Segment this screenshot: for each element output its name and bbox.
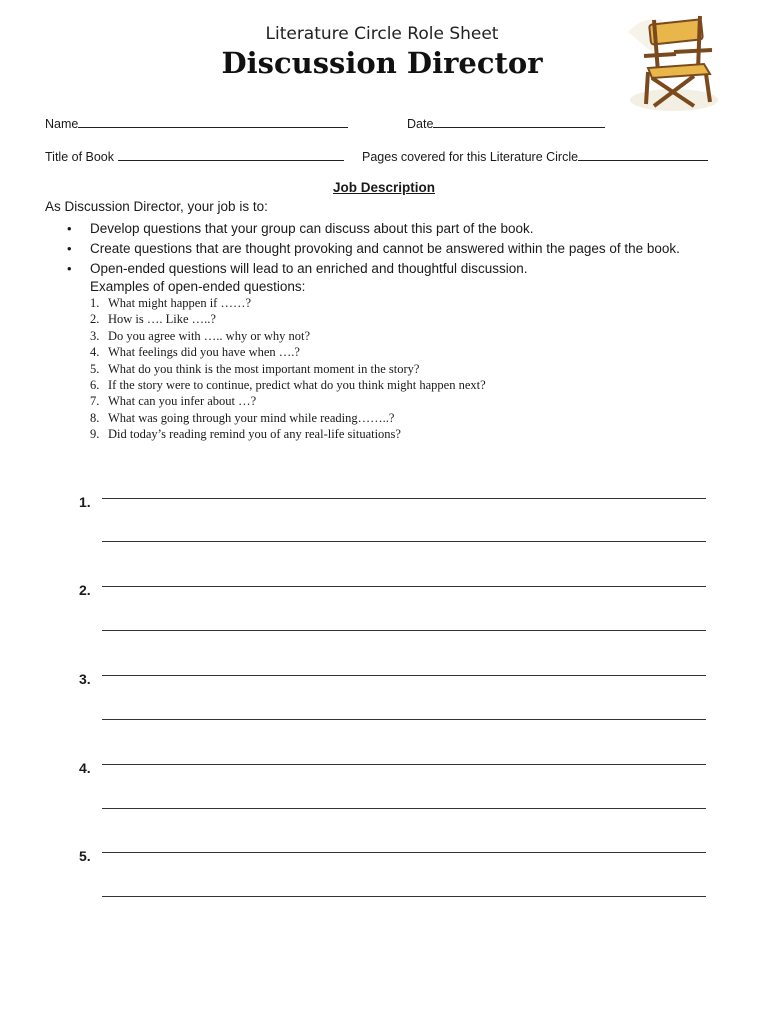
- answer-line-5b[interactable]: [102, 896, 706, 897]
- bullet-text: Open-ended questions will lead to an enriched and thoughtful discussion.: [90, 261, 528, 276]
- example-number: 9.: [90, 427, 100, 442]
- answer-line-4a[interactable]: [102, 764, 706, 765]
- name-label: Name: [45, 117, 79, 131]
- example-text: If the story were to continue, predict what do you think might happen next?: [108, 377, 486, 392]
- page-title: Discussion Director: [221, 46, 543, 80]
- example-questions-list: [90, 295, 486, 443]
- name-field[interactable]: [45, 115, 348, 131]
- answer-number-4: 4.: [79, 760, 91, 776]
- answer-line-3a[interactable]: [102, 675, 706, 676]
- example-text: What feelings did you have when ….?: [108, 345, 300, 360]
- example-question: [90, 328, 486, 344]
- example-text: What do you think is the most important moment in the story?: [108, 361, 420, 376]
- example-number: 2.: [90, 312, 100, 327]
- bullet-icon: •: [67, 261, 72, 276]
- bullet-icon: •: [67, 241, 72, 256]
- answer-line-2b[interactable]: [102, 630, 706, 631]
- answer-number-1: 1.: [79, 494, 91, 510]
- example-question: [90, 295, 486, 311]
- example-number: 8.: [90, 410, 100, 425]
- example-text: What might happen if ……?: [108, 296, 252, 310]
- sheet-subtitle: Literature Circle Role Sheet: [265, 24, 499, 44]
- bullet-icon: •: [67, 221, 72, 236]
- example-number: 4.: [90, 345, 100, 360]
- book-title-field[interactable]: [45, 148, 344, 164]
- example-question: [90, 311, 486, 327]
- job-bullets: [65, 219, 680, 279]
- answer-number-3: 3.: [79, 671, 91, 687]
- example-text: Do you agree with ….. why or why not?: [108, 328, 311, 343]
- date-field[interactable]: [407, 115, 605, 131]
- bullet-item: [65, 259, 680, 279]
- job-intro: As Discussion Director, your job is to:: [45, 199, 268, 214]
- job-description-heading: Job Description: [332, 180, 435, 195]
- examples-label: Examples of open-ended questions:: [90, 279, 306, 294]
- date-label: Date: [407, 117, 434, 131]
- pages-covered-blank[interactable]: [578, 148, 708, 161]
- answer-line-3b[interactable]: [102, 719, 706, 720]
- example-text: What was going through your mind while reading……..?: [108, 410, 395, 425]
- example-number: 3.: [90, 328, 100, 343]
- name-blank[interactable]: [78, 115, 348, 128]
- example-question: [90, 393, 486, 409]
- example-number: 5.: [90, 361, 100, 376]
- answer-line-1a[interactable]: [102, 498, 706, 499]
- example-question: [90, 426, 486, 442]
- example-question: [90, 344, 486, 360]
- bullet-text: Create questions that are thought provoking and cannot be answered within the pages of the book.: [90, 241, 680, 256]
- answer-number-2: 2.: [79, 582, 91, 598]
- pages-covered-label: Pages covered for this Literature Circle: [362, 150, 579, 164]
- answer-line-4b[interactable]: [102, 808, 706, 809]
- date-blank[interactable]: [433, 115, 605, 128]
- book-title-label: Title of Book: [45, 150, 115, 164]
- bullet-item: [65, 239, 680, 259]
- pages-covered-field[interactable]: [362, 148, 708, 164]
- example-number: 7.: [90, 394, 100, 409]
- example-number: 6.: [90, 377, 100, 392]
- bullet-item: [65, 219, 680, 239]
- answer-line-1b[interactable]: [102, 541, 706, 542]
- example-question: [90, 361, 486, 377]
- answer-line-2a[interactable]: [102, 586, 706, 587]
- example-text: How is …. Like …..?: [108, 312, 216, 327]
- bullet-text: Develop questions that your group can discuss about this part of the book.: [90, 221, 534, 236]
- example-text: What can you infer about …?: [108, 394, 257, 409]
- directors-chair-icon: [622, 12, 720, 114]
- answer-line-5a[interactable]: [102, 852, 706, 853]
- example-question: [90, 377, 486, 393]
- book-title-blank[interactable]: [118, 148, 344, 161]
- example-question: [90, 410, 486, 426]
- example-text: Did today’s reading remind you of any real-life situations?: [108, 427, 401, 442]
- answer-number-5: 5.: [79, 848, 91, 864]
- example-number: 1.: [90, 296, 100, 310]
